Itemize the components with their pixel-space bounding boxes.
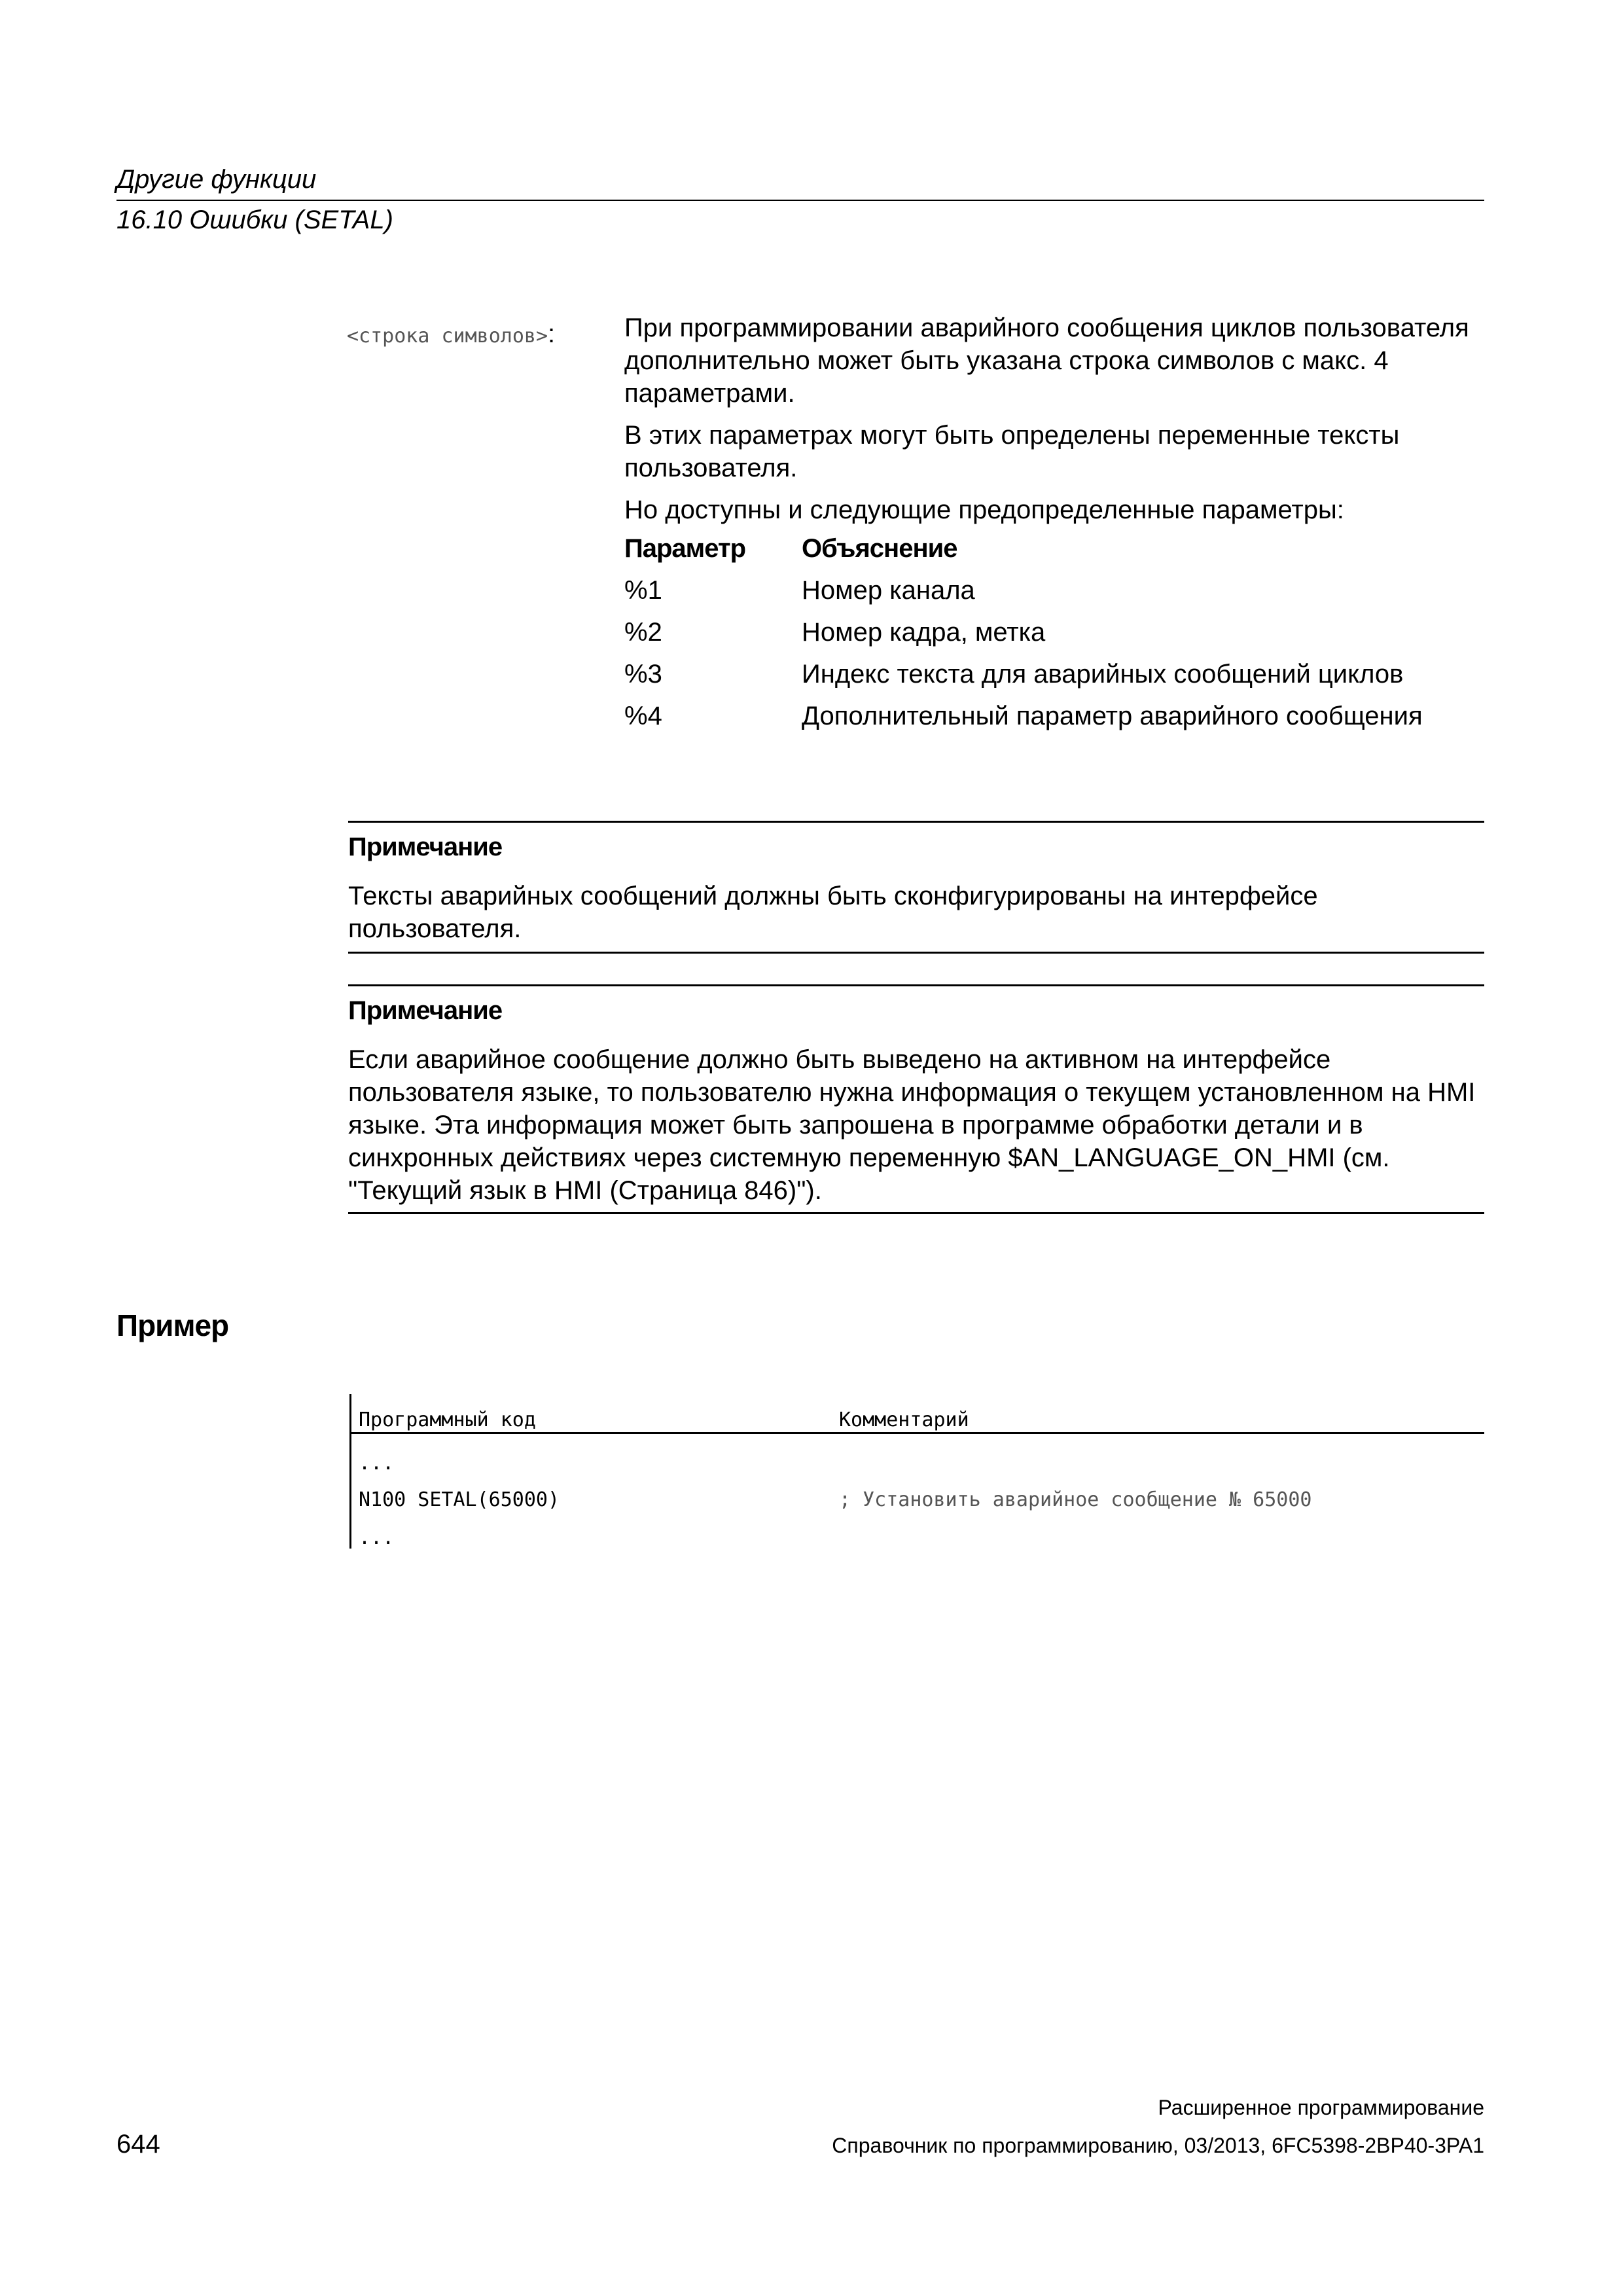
note-top-rule: [348, 984, 1484, 986]
parameter-description-2: В этих параметрах могут быть определены переменные тексты пользователя.: [624, 421, 1400, 482]
parameter-name: [347, 319, 555, 349]
parameter-name-text: <строка символов>: [347, 325, 548, 348]
note-bottom-rule: [348, 1212, 1484, 1214]
header-divider: [116, 200, 1484, 201]
section-title: 16.10 Ошибки (SETAL): [116, 206, 393, 234]
table-cell-explanation: Номер канала: [802, 576, 975, 605]
note-bottom-rule: [348, 952, 1484, 954]
code-comment: ; Установить аварийное сообщение № 65000: [839, 1488, 1312, 1511]
code-line: ...: [359, 1526, 395, 1549]
page-number: 644: [116, 2130, 160, 2159]
footer-book-info: Справочник по программированию, 03/2013, 6FC5398-2BP40-3PA1: [832, 2134, 1484, 2157]
note-text: Тексты аварийных сообщений должны быть сконфигурированы на интерфейсе пользователя.: [348, 882, 1318, 943]
footer-book-title: Расширенное программирование: [1158, 2096, 1484, 2119]
table-cell-param: %1: [624, 576, 662, 605]
code-line: N100 SETAL(65000): [359, 1488, 560, 1511]
table-cell-explanation: Дополнительный параметр аварийного сообщения: [802, 702, 1423, 730]
table-cell-explanation: Номер кадра, метка: [802, 618, 1046, 647]
note-top-rule: [348, 821, 1484, 823]
parameter-colon: :: [548, 319, 556, 348]
parameter-description-3: Но доступны и следующие предопределенные параметры:: [624, 495, 1344, 524]
table-header-parameter: Параметр: [624, 534, 746, 563]
code-header-comment: Комментарий: [839, 1408, 969, 1431]
code-line: ...: [359, 1452, 395, 1475]
note-title: Примечание: [348, 833, 503, 861]
table-cell-explanation: Индекс текста для аварийных сообщений циклов: [802, 660, 1404, 689]
note-title: Примечание: [348, 996, 503, 1025]
code-block-border: [349, 1394, 351, 1549]
example-heading: Пример: [116, 1308, 229, 1342]
table-header-explanation: Объяснение: [802, 534, 957, 563]
parameter-description-1: При программировании аварийного сообщения циклов пользователя дополнительно может быть указана строка символов с макс. 4 параметрами.: [624, 314, 1469, 408]
table-cell-param: %4: [624, 702, 662, 730]
table-cell-param: %2: [624, 618, 662, 647]
chapter-title: Другие функции: [116, 165, 317, 194]
code-header-rule: [351, 1432, 1484, 1434]
code-header-program: Программный код: [359, 1408, 536, 1431]
table-cell-param: %3: [624, 660, 662, 689]
note-text: Если аварийное сообщение должно быть выведено на активном на интерфейсе пользователя языке, то пользователю нужна информация о текущем установленном на HMI языке. Эта информация может быть запрошена в программе обработки детали и в синхронных действиях через системную переменную $AN_LANGUAGE_ON_HMI (см. "Текущий язык в HMI (Страница 846)").: [348, 1045, 1476, 1205]
